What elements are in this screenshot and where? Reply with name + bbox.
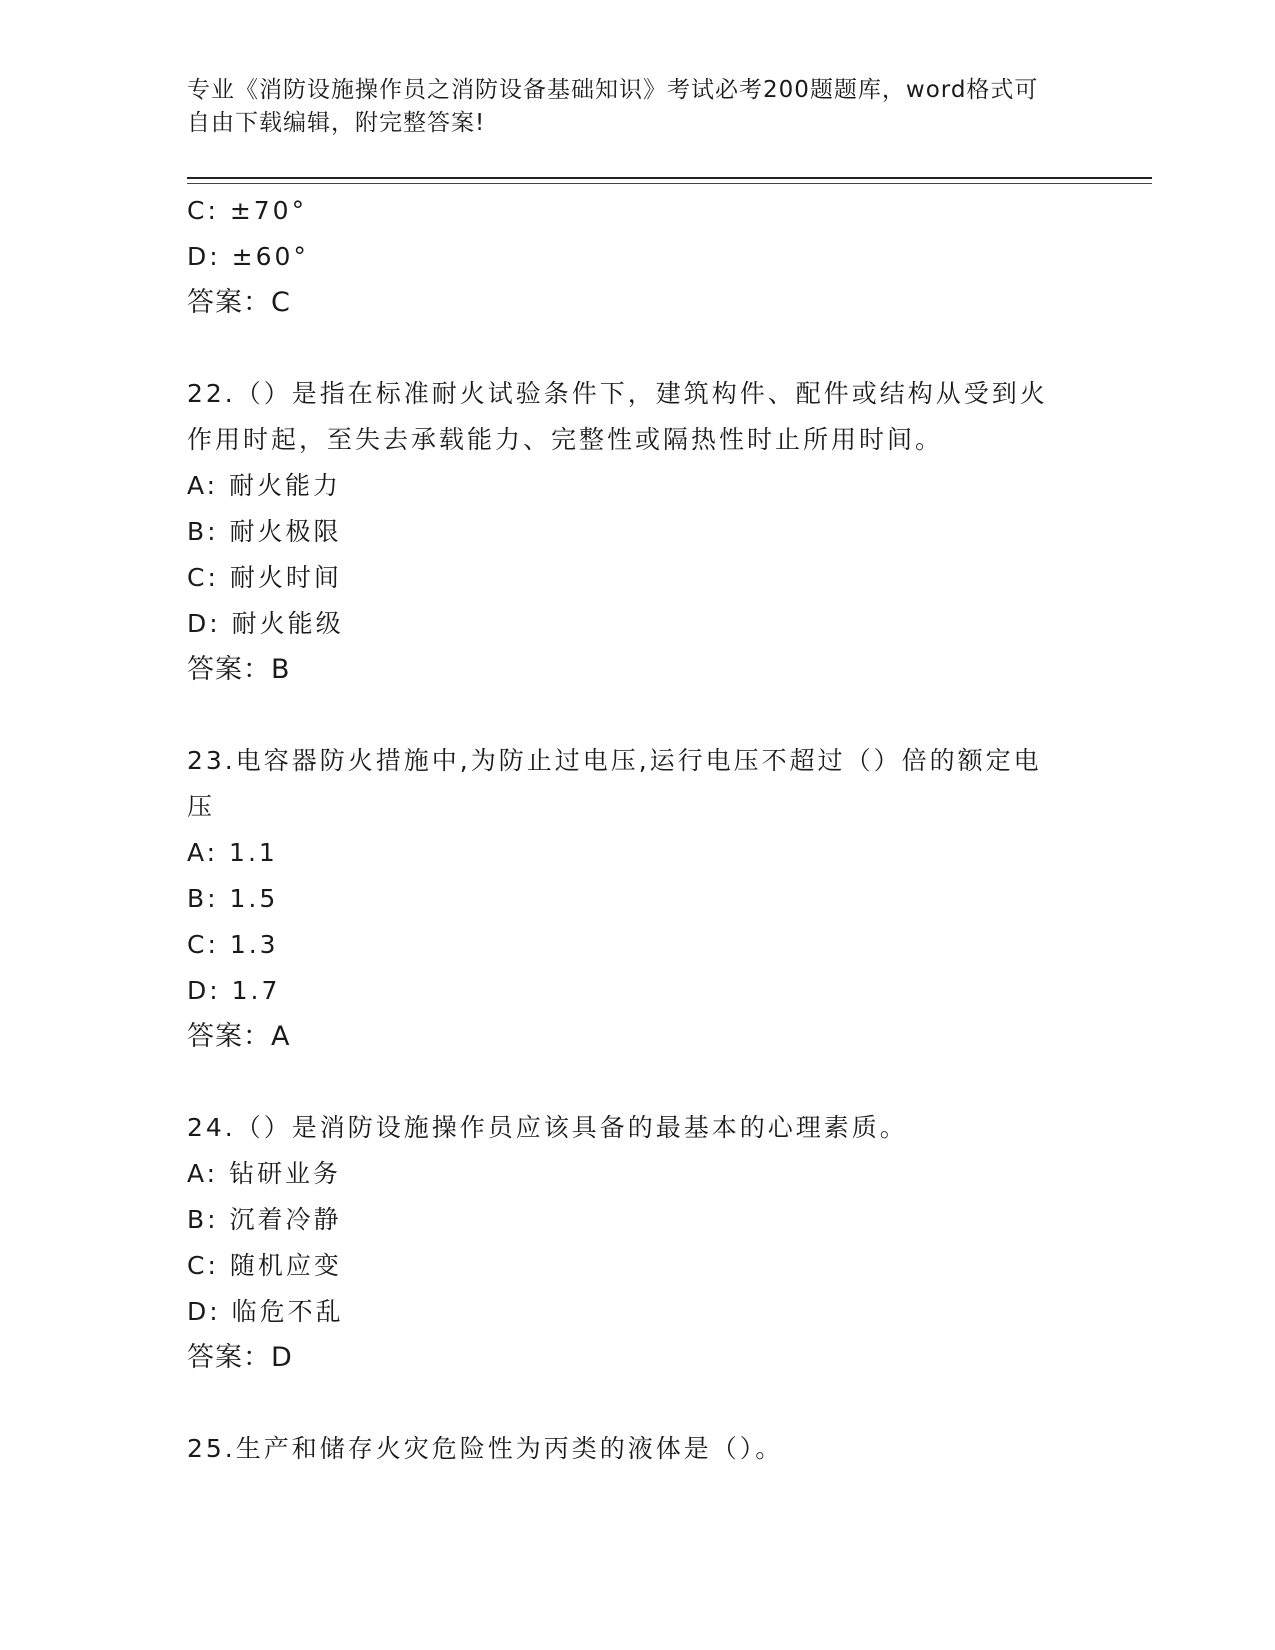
option-b: B: 耐火极限 [187, 517, 342, 546]
answer-label: 答案：D [187, 1342, 293, 1373]
question-text-line: 22.（）是指在标准耐火试验条件下，建筑构件、配件或结构从受到火 [187, 379, 1048, 408]
question-text-line: 25.生产和储存火灾危险性为丙类的液体是（）。 [187, 1434, 784, 1463]
option-b: B: 沉着冷静 [187, 1205, 342, 1234]
option-d: D: ±60° [187, 242, 309, 271]
question-text-line: 作用时起，至失去承载能力、完整性或隔热性时止所用时间。 [187, 425, 944, 454]
header-divider-thin [187, 183, 1152, 184]
option-c: C: 耐火时间 [187, 563, 342, 592]
header-line-1: 专业《消防设施操作员之消防设备基础知识》考试必考200题题库，word格式可 [187, 77, 1039, 103]
option-d: D: 1.7 [187, 976, 281, 1005]
option-c: C: ±70° [187, 196, 308, 225]
question-block-23 [187, 738, 1087, 1060]
header-line-2: 自由下载编辑，附完整答案! [187, 110, 486, 136]
document-header [187, 74, 1067, 140]
answer-label: 答案：B [187, 654, 291, 685]
header-divider-thick [187, 177, 1152, 179]
question-list [187, 188, 1087, 1472]
option-a: A: 1.1 [187, 838, 278, 867]
answer-label: 答案：A [187, 1021, 291, 1052]
question-block-21 [187, 188, 1087, 326]
option-c: C: 1.3 [187, 930, 279, 959]
option-d: D: 耐火能级 [187, 609, 344, 638]
option-b: B: 1.5 [187, 884, 279, 913]
option-a: A: 耐火能力 [187, 471, 342, 500]
answer-label: 答案：C [187, 287, 291, 318]
option-c: C: 随机应变 [187, 1251, 342, 1280]
question-block-25 [187, 1426, 1087, 1472]
option-a: A: 钻研业务 [187, 1159, 342, 1188]
question-text-line: 24.（）是消防设施操作员应该具备的最基本的心理素质。 [187, 1113, 908, 1142]
question-block-24 [187, 1105, 1087, 1381]
question-text-line: 23.电容器防火措施中,为防止过电压,运行电压不超过（）倍的额定电 [187, 746, 1042, 775]
option-d: D: 临危不乱 [187, 1297, 344, 1326]
question-text-line: 压 [187, 792, 216, 821]
question-block-22 [187, 371, 1087, 693]
